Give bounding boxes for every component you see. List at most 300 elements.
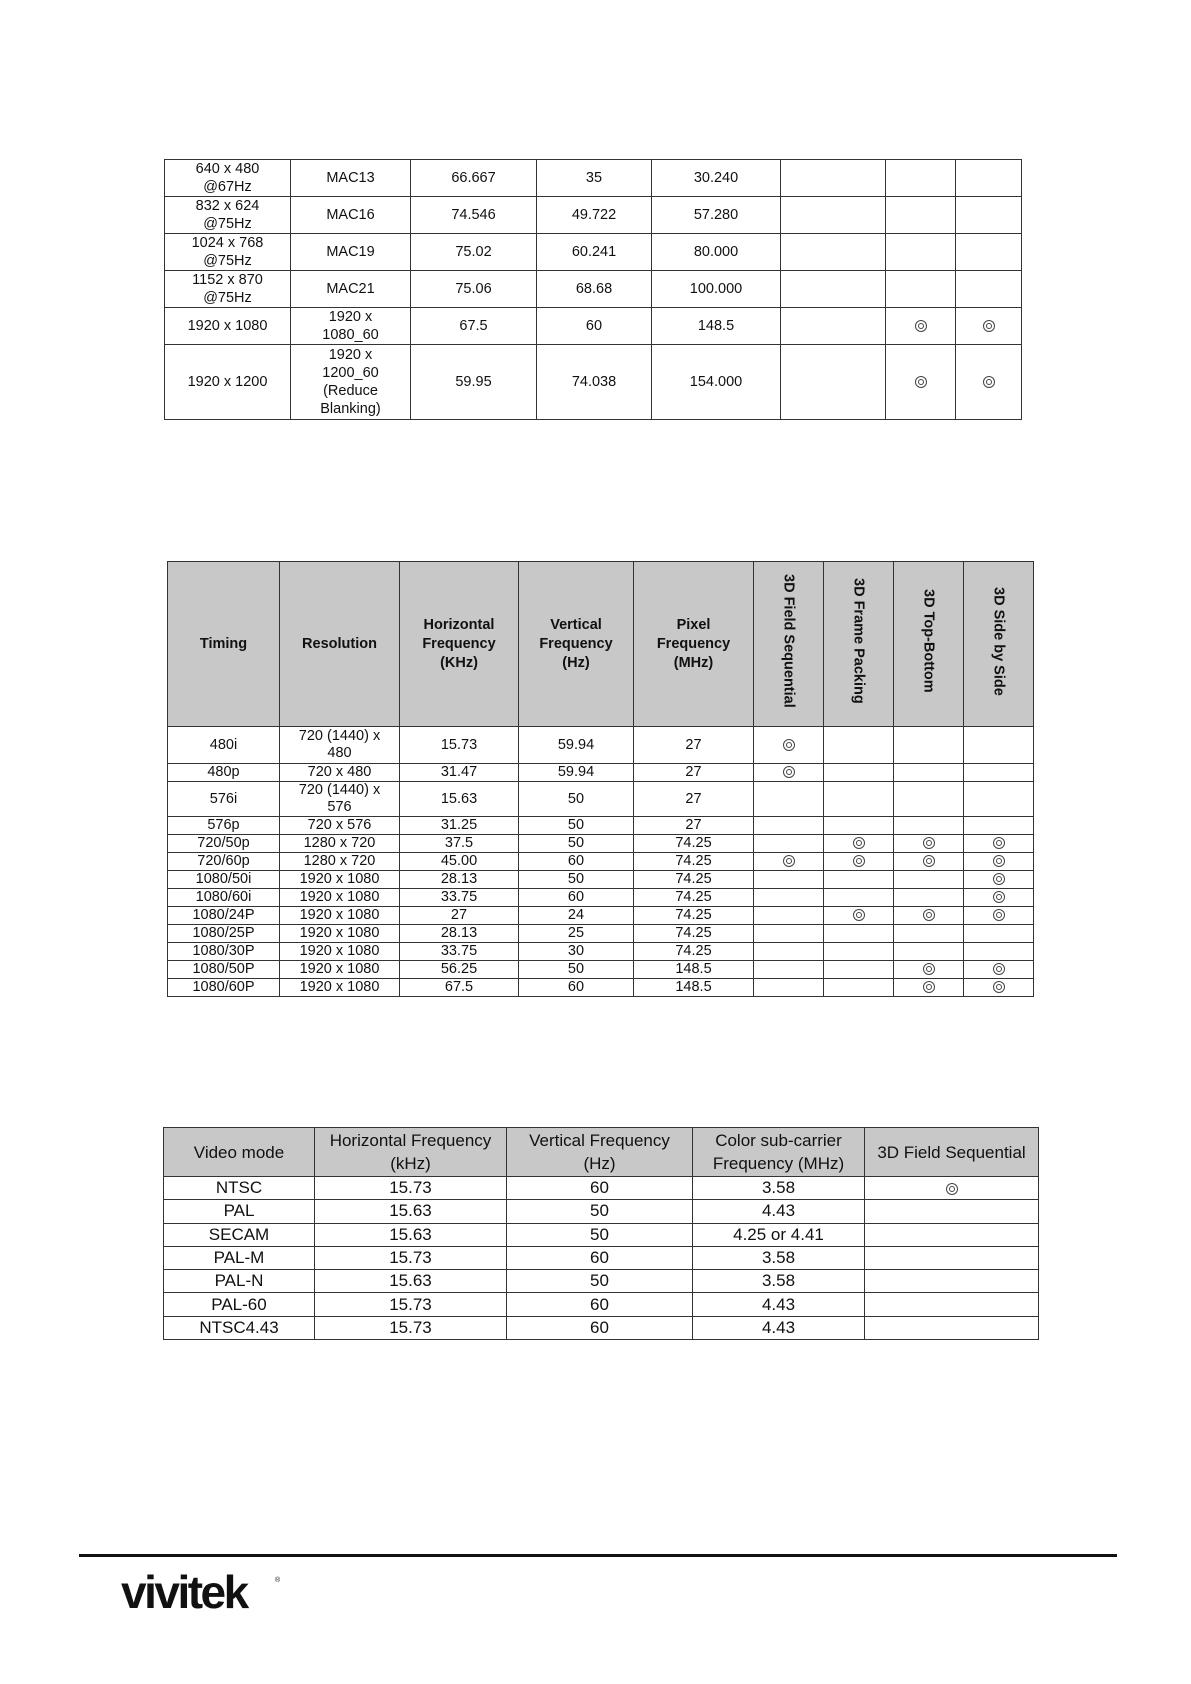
cell-text: 60 xyxy=(590,1294,609,1314)
cell-text: 57.280 xyxy=(693,207,739,223)
cell-text: 4.43 xyxy=(761,1317,796,1337)
table-cell xyxy=(400,871,519,889)
cell-text: 15.73 xyxy=(389,1317,432,1337)
cell-text: 100.000 xyxy=(689,281,743,297)
cell-text: 576p xyxy=(207,817,240,833)
column-header xyxy=(519,562,634,727)
table-cell xyxy=(652,308,781,345)
table-cell xyxy=(164,1316,315,1339)
cell-text: NTSC4.43 xyxy=(199,1317,279,1337)
table-row xyxy=(168,835,1034,853)
table-row xyxy=(164,1316,1039,1339)
table-cell xyxy=(634,907,754,925)
table-cell xyxy=(886,234,956,271)
table-cell xyxy=(894,943,964,961)
table-cell xyxy=(164,1177,315,1200)
table-row xyxy=(165,234,1022,271)
cell-text: 15.73 xyxy=(440,736,478,753)
supported-mark-icon xyxy=(923,855,935,867)
table-row xyxy=(165,308,1022,345)
table-cell xyxy=(894,907,964,925)
table-cell xyxy=(164,1270,315,1293)
table-cell xyxy=(164,1200,315,1223)
cell-text: MAC21 xyxy=(326,281,375,297)
supported-mark-icon xyxy=(993,873,1005,885)
column-header-label: Video mode xyxy=(193,1142,285,1162)
table-cell xyxy=(400,853,519,871)
table-cell xyxy=(411,234,537,271)
cell-text: 60 xyxy=(567,889,585,905)
table-row xyxy=(164,1293,1039,1316)
supported-mark-icon xyxy=(923,981,935,993)
cell-text: 27 xyxy=(685,764,702,780)
cell-text: 4.25 or 4.41 xyxy=(733,1224,824,1244)
cell-text: 15.63 xyxy=(389,1271,432,1291)
table-cell xyxy=(964,943,1034,961)
table-cell xyxy=(291,345,411,420)
cell-text: 75.02 xyxy=(455,244,492,260)
cell-text: 50 xyxy=(590,1201,609,1221)
table-cell xyxy=(400,925,519,943)
table-cell xyxy=(507,1270,693,1293)
table-cell xyxy=(519,764,634,782)
cell-text: 1080/25P xyxy=(192,925,255,941)
supported-mark-icon xyxy=(853,855,865,867)
table-cell xyxy=(956,234,1022,271)
table-cell xyxy=(956,345,1022,420)
cell-text: 1080/50i xyxy=(195,871,252,887)
cell-text: 74.25 xyxy=(675,943,712,959)
table-cell xyxy=(894,925,964,943)
cell-text: 50 xyxy=(567,835,585,851)
cell-text: 1280 x 720 xyxy=(303,835,376,851)
column-header-label: Horizontal Frequency (kHz) xyxy=(329,1131,492,1173)
table-cell xyxy=(280,727,400,764)
table-cell xyxy=(865,1270,1039,1293)
cell-text: 74.038 xyxy=(571,374,617,390)
cell-text: 480i xyxy=(209,736,238,753)
cell-text: 74.25 xyxy=(675,907,712,923)
table-cell xyxy=(824,871,894,889)
table-cell xyxy=(693,1293,865,1316)
cell-text: 1920 x 1080 xyxy=(187,318,268,334)
table-cell xyxy=(693,1316,865,1339)
supported-mark-icon xyxy=(993,963,1005,975)
table-cell xyxy=(964,764,1034,782)
table-cell xyxy=(537,234,652,271)
cell-text: 35 xyxy=(585,170,603,186)
table-cell xyxy=(634,925,754,943)
table-cell xyxy=(168,727,280,764)
column-header xyxy=(894,562,964,727)
cell-text: PAL-60 xyxy=(211,1294,267,1314)
table-row xyxy=(168,817,1034,835)
cell-text: PAL xyxy=(223,1201,255,1221)
table-cell xyxy=(315,1316,507,1339)
table-cell xyxy=(886,160,956,197)
cell-text: 720 (1440) x 480 xyxy=(298,728,381,761)
table-cell xyxy=(519,853,634,871)
cell-text: PAL-M xyxy=(213,1248,265,1268)
cell-text: 59.95 xyxy=(455,374,492,390)
table-cell xyxy=(165,234,291,271)
table-cell xyxy=(865,1200,1039,1223)
table-cell xyxy=(865,1246,1039,1269)
table-cell xyxy=(400,764,519,782)
cell-text: 720 x 576 xyxy=(307,817,372,833)
table-cell xyxy=(634,764,754,782)
table-cell xyxy=(781,160,886,197)
table-cell xyxy=(280,817,400,835)
table-cell xyxy=(507,1223,693,1246)
table-cell xyxy=(894,871,964,889)
table-cell xyxy=(507,1293,693,1316)
table-cell xyxy=(634,943,754,961)
column-header-label: 3D Top-Bottom xyxy=(920,589,937,693)
table-cell xyxy=(519,871,634,889)
cell-text: 1080/60i xyxy=(195,889,252,905)
table-cell xyxy=(400,782,519,817)
table-cell xyxy=(781,271,886,308)
cell-text: 80.000 xyxy=(693,244,739,260)
column-header-label: Horizontal Frequency (KHz) xyxy=(422,616,496,671)
table-cell xyxy=(964,871,1034,889)
table-cell xyxy=(537,345,652,420)
supported-mark-icon xyxy=(923,909,935,921)
table-cell xyxy=(519,943,634,961)
table-cell xyxy=(291,234,411,271)
table-cell xyxy=(894,889,964,907)
table-cell xyxy=(164,1223,315,1246)
table-cell xyxy=(754,907,824,925)
table-cell xyxy=(634,979,754,997)
cell-text: 60 xyxy=(567,853,585,869)
table-cell xyxy=(824,727,894,764)
column-header xyxy=(865,1128,1039,1177)
table-cell xyxy=(400,889,519,907)
cell-text: PAL-N xyxy=(214,1271,264,1291)
supported-mark-icon xyxy=(983,376,995,388)
cell-text: 15.63 xyxy=(389,1201,432,1221)
table-cell xyxy=(824,853,894,871)
cell-text: 15.73 xyxy=(389,1294,432,1314)
cell-text: 3.58 xyxy=(761,1271,796,1291)
table-cell xyxy=(964,817,1034,835)
table-cell xyxy=(507,1246,693,1269)
cell-text: 33.75 xyxy=(440,889,478,905)
video-mode-table xyxy=(163,1127,1039,1340)
cell-text: 1920 x 1080 xyxy=(299,979,380,995)
table-cell xyxy=(634,961,754,979)
table-row xyxy=(168,782,1034,817)
supported-mark-icon xyxy=(923,837,935,849)
table-cell xyxy=(168,853,280,871)
column-header xyxy=(507,1128,693,1177)
cell-text: 60 xyxy=(590,1317,609,1337)
column-header-label: Pixel Frequency (MHz) xyxy=(656,616,731,671)
table-cell xyxy=(537,160,652,197)
table-row xyxy=(168,925,1034,943)
supported-mark-icon xyxy=(993,855,1005,867)
column-header-label: Vertical Frequency (Hz) xyxy=(539,616,613,671)
column-header-label: Timing xyxy=(199,635,248,652)
table-cell xyxy=(168,925,280,943)
column-header xyxy=(168,562,280,727)
table-cell xyxy=(956,308,1022,345)
table-cell xyxy=(964,727,1034,764)
table-cell xyxy=(400,979,519,997)
table-cell xyxy=(964,979,1034,997)
table-cell xyxy=(652,197,781,234)
cell-text: 67.5 xyxy=(444,979,474,995)
table-cell xyxy=(280,907,400,925)
cell-text: 720/50p xyxy=(197,835,250,851)
cell-text: MAC13 xyxy=(326,170,375,186)
table-row xyxy=(164,1246,1039,1269)
cell-text: 68.68 xyxy=(575,281,613,297)
table-cell xyxy=(754,727,824,764)
table-cell xyxy=(824,817,894,835)
cell-text: 720 (1440) x 576 xyxy=(298,782,381,815)
table-cell xyxy=(519,889,634,907)
table-cell xyxy=(781,308,886,345)
cell-text: 1920 x 1200_60 (Reduce Blanking) xyxy=(320,347,381,417)
cell-text: 154.000 xyxy=(689,374,743,390)
cell-text: 1080/50P xyxy=(192,961,255,977)
table-cell xyxy=(964,907,1034,925)
cell-text: 576i xyxy=(209,790,238,807)
column-header xyxy=(964,562,1034,727)
table-cell xyxy=(634,853,754,871)
cell-text: 720 x 480 xyxy=(307,764,372,780)
table-cell xyxy=(894,979,964,997)
cell-text: 1024 x 768 @75Hz xyxy=(191,235,264,269)
supported-mark-icon xyxy=(923,963,935,975)
table-cell xyxy=(291,271,411,308)
table-row xyxy=(164,1177,1039,1200)
cell-text: 74.25 xyxy=(675,889,712,905)
table-cell xyxy=(400,961,519,979)
table-cell xyxy=(519,925,634,943)
table-cell xyxy=(754,943,824,961)
supported-mark-icon xyxy=(993,837,1005,849)
cell-text: 56.25 xyxy=(440,961,478,977)
table-cell xyxy=(754,835,824,853)
table-cell xyxy=(280,835,400,853)
cell-text: MAC19 xyxy=(326,244,375,260)
table-cell xyxy=(824,889,894,907)
supported-mark-icon xyxy=(853,909,865,921)
table-row xyxy=(168,764,1034,782)
table-row xyxy=(168,979,1034,997)
table-cell xyxy=(280,925,400,943)
cell-text: 74.25 xyxy=(675,871,712,887)
cell-text: 1920 x 1080 xyxy=(299,943,380,959)
table-cell xyxy=(168,943,280,961)
cell-text: 59.94 xyxy=(557,764,595,780)
table-cell xyxy=(894,764,964,782)
table-cell xyxy=(315,1177,507,1200)
cell-text: 50 xyxy=(567,790,585,807)
table-cell xyxy=(315,1246,507,1269)
table-cell xyxy=(291,197,411,234)
table-cell xyxy=(168,871,280,889)
table-cell xyxy=(634,835,754,853)
cell-text: MAC16 xyxy=(326,207,375,223)
table-cell xyxy=(693,1223,865,1246)
cell-text: 27 xyxy=(685,790,702,807)
table-cell xyxy=(754,817,824,835)
supported-mark-icon xyxy=(983,320,995,332)
cell-text: 60 xyxy=(585,318,603,334)
cell-text: 1920 x 1080 xyxy=(299,889,380,905)
supported-mark-icon xyxy=(993,909,1005,921)
cell-text: 28.13 xyxy=(440,925,478,941)
table-cell xyxy=(164,1246,315,1269)
table-cell xyxy=(824,979,894,997)
supported-mark-icon xyxy=(853,837,865,849)
table-cell xyxy=(168,764,280,782)
table-cell xyxy=(168,782,280,817)
cell-text: 28.13 xyxy=(440,871,478,887)
table-cell xyxy=(865,1316,1039,1339)
table-cell xyxy=(824,782,894,817)
table-row xyxy=(168,871,1034,889)
table-cell xyxy=(781,345,886,420)
table-cell xyxy=(519,727,634,764)
cell-text: 45.00 xyxy=(440,853,478,869)
table-cell xyxy=(519,961,634,979)
table-cell xyxy=(168,907,280,925)
cell-text: 60 xyxy=(590,1178,609,1198)
cell-text: 33.75 xyxy=(440,943,478,959)
table-cell xyxy=(165,197,291,234)
cell-text: 1920 x 1080 xyxy=(299,961,380,977)
table-cell xyxy=(280,764,400,782)
supported-mark-icon xyxy=(993,891,1005,903)
column-header xyxy=(164,1128,315,1177)
table-cell xyxy=(400,907,519,925)
cell-text: 67.5 xyxy=(459,318,488,334)
cell-text: 66.667 xyxy=(451,170,496,186)
table-cell xyxy=(894,782,964,817)
table-cell xyxy=(824,764,894,782)
table-cell xyxy=(400,835,519,853)
table-cell xyxy=(411,197,537,234)
table-cell xyxy=(956,160,1022,197)
table-row xyxy=(168,961,1034,979)
cell-text: 74.25 xyxy=(675,925,712,941)
table-cell xyxy=(956,271,1022,308)
cell-text: 50 xyxy=(590,1271,609,1291)
cell-text: 50 xyxy=(567,817,585,833)
cell-text: 480p xyxy=(207,764,240,780)
table-cell xyxy=(886,197,956,234)
cell-text: 1152 x 870 @75Hz xyxy=(192,272,263,306)
table-cell xyxy=(754,853,824,871)
cell-text: 1280 x 720 xyxy=(303,853,376,869)
table-cell xyxy=(781,197,886,234)
table-cell xyxy=(964,889,1034,907)
table-cell xyxy=(865,1177,1039,1200)
table-cell xyxy=(400,943,519,961)
table-cell xyxy=(894,817,964,835)
cell-text: 640 x 480 @67Hz xyxy=(195,161,260,195)
table-cell xyxy=(824,943,894,961)
table-cell xyxy=(754,889,824,907)
cell-text: 31.25 xyxy=(440,817,478,833)
table-cell xyxy=(652,345,781,420)
table-cell xyxy=(280,853,400,871)
cell-text: 3.58 xyxy=(761,1178,796,1198)
table-cell xyxy=(168,889,280,907)
cell-text: 1920 x 1080 xyxy=(299,871,380,887)
cell-text: 60 xyxy=(567,979,585,995)
table-cell xyxy=(634,727,754,764)
table-cell xyxy=(894,835,964,853)
table-cell xyxy=(693,1200,865,1223)
table-cell xyxy=(537,308,652,345)
table-cell xyxy=(280,979,400,997)
cell-text: 60.241 xyxy=(571,244,617,260)
table-row xyxy=(165,345,1022,420)
column-header-label: 3D Side by Side xyxy=(990,586,1007,696)
table-cell xyxy=(634,817,754,835)
pc-timing-table-continued xyxy=(164,159,1022,420)
cell-text: 60 xyxy=(590,1248,609,1268)
table-cell xyxy=(824,835,894,853)
column-header xyxy=(315,1128,507,1177)
table-cell xyxy=(280,782,400,817)
cell-text: 27 xyxy=(685,817,702,833)
table-cell xyxy=(824,907,894,925)
cell-text: 27 xyxy=(450,907,468,923)
cell-text: 4.43 xyxy=(761,1201,796,1221)
table-cell xyxy=(865,1293,1039,1316)
cell-text: 49.722 xyxy=(571,207,617,223)
table-cell xyxy=(754,782,824,817)
table-row xyxy=(164,1200,1039,1223)
cell-text: 1080/30P xyxy=(192,943,255,959)
table-cell xyxy=(754,979,824,997)
vivitek-logo xyxy=(121,1568,291,1616)
table-cell xyxy=(507,1200,693,1223)
table-cell xyxy=(964,925,1034,943)
table-cell xyxy=(164,1293,315,1316)
supported-mark-icon xyxy=(915,320,927,332)
supported-mark-icon xyxy=(783,855,795,867)
table-cell xyxy=(537,271,652,308)
table-cell xyxy=(280,871,400,889)
table-cell xyxy=(411,345,537,420)
table-cell xyxy=(280,943,400,961)
table-cell xyxy=(693,1270,865,1293)
table-cell xyxy=(781,234,886,271)
cell-text: 148.5 xyxy=(675,961,712,977)
table-cell xyxy=(634,871,754,889)
table-row xyxy=(165,197,1022,234)
table-cell xyxy=(519,979,634,997)
table-row xyxy=(168,907,1034,925)
table-cell xyxy=(165,345,291,420)
column-header-label: Resolution xyxy=(302,635,377,652)
table-cell xyxy=(754,871,824,889)
cell-text: 27 xyxy=(685,736,702,753)
table-cell xyxy=(315,1270,507,1293)
cell-text: 148.5 xyxy=(697,318,735,334)
table-cell xyxy=(519,817,634,835)
table-cell xyxy=(824,961,894,979)
